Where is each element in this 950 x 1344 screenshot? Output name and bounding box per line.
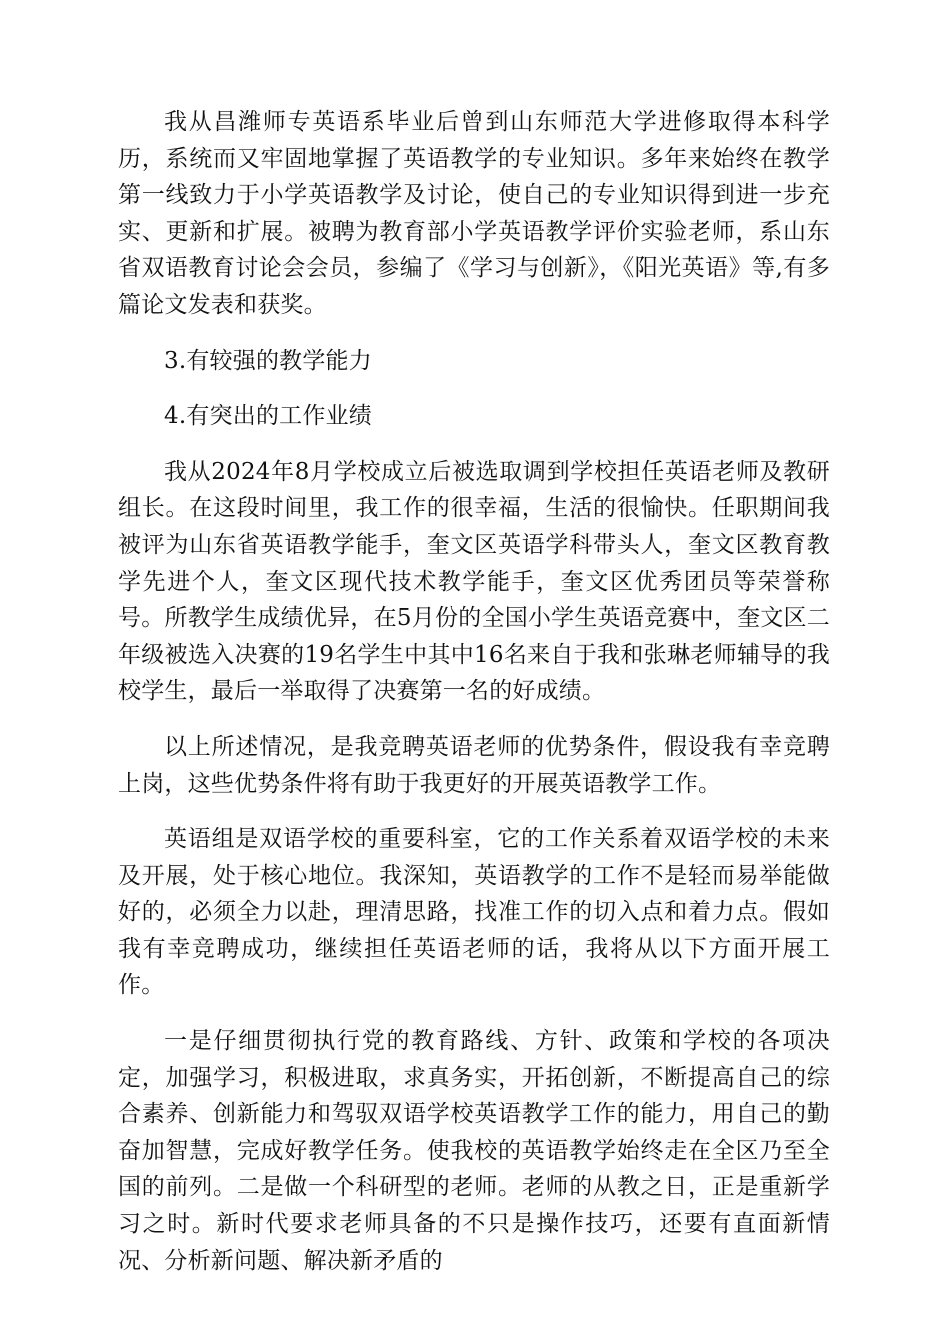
paragraph-work-history: 我从2024年8月学校成立后被选取调到学校担任英语老师及教研组长。在这段时间里，我工作的很幸福，生活的很愉快。任职期间我被评为山东省英语教学能手，奎文区英语学科带头人，奎文区教育教学先进个人，奎文区现代技术教学能手，奎文区优秀团员等荣誉称号。所教学生成绩优异，在5月份的全国小学生英语竞赛中，奎文区二年级被选入决赛的19名学生中其中16名来自于我和张琳老师辅导的我校学生，最后一举取得了决赛第一名的好成绩。 xyxy=(118,458,830,705)
paragraph-english-group-role: 英语组是双语学校的重要科室，它的工作关系着双语学校的未来及开展，处于核心地位。我深知，英语教学的工作不是轻而易举能做好的，必须全力以赴，理清思路，找准工作的切入点和着力点。假如我有幸竞聘成功，继续担任英语老师的话，我将从以下方面开展工作。 xyxy=(118,826,830,999)
document-body xyxy=(118,104,830,1298)
paragraph-work-plan: 一是仔细贯彻执行党的教育路线、方针、政策和学校的各项决定，加强学习，积极进取，求真务实，开拓创新，不断提高自己的综合素养、创新能力和驾驭双语学校英语教学工作的能力，用自己的勤奋加智慧，完成好教学任务。使我校的英语教学始终走在全区乃至全国的前列。二是做一个科研型的老师。老师的从教之日，正是重新学习之时。新时代要求老师具备的不只是操作技巧，还要有直面新情况、分析新问题、解决新矛盾的 xyxy=(118,1028,830,1274)
paragraph-advantages-summary: 以上所述情况，是我竞聘英语老师的优势条件，假设我有幸竞聘上岗，这些优势条件将有助于我更好的开展英语教学工作。 xyxy=(118,733,830,797)
heading-teaching-ability: 3.有较强的教学能力 xyxy=(164,347,372,374)
heading-work-achievements: 4.有突出的工作业绩 xyxy=(164,403,372,430)
paragraph-education-background: 我从昌潍师专英语系毕业后曾到山东师范大学进修取得本科学历，系统而又牢固地掌握了英语教学的专业知识。多年来始终在教学第一线致力于小学英语教学及讨论，使自己的专业知识得到进一步充实、更新和扩展。被聘为教育部小学英语教学评价实验老师，系山东省双语教育讨论会会员，参编了《学习与创新》，《阳光英语》等,有多篇论文发表和获奖。 xyxy=(118,109,830,318)
